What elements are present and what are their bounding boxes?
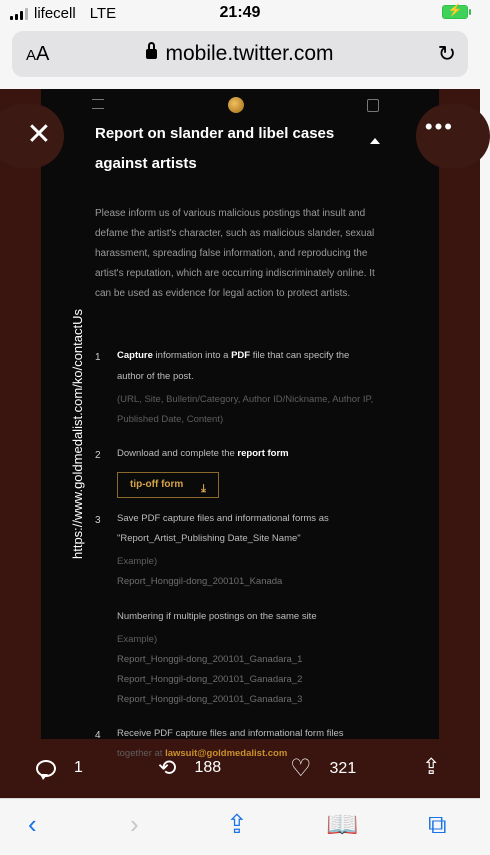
forward-icon[interactable]: › xyxy=(130,809,139,839)
reply-button[interactable] xyxy=(36,759,83,777)
collapse-caret-icon xyxy=(370,138,380,144)
step3-line2: "Report_Artist_Publishing Date_Site Name" xyxy=(117,533,301,544)
page-title: Report on slander and libel cases against artists xyxy=(95,125,335,172)
numbering-note: Numbering if multiple postings on the same site xyxy=(117,611,317,622)
step4-line2: together at lawsuit@goldmedalist.com xyxy=(117,748,288,759)
media-viewer xyxy=(0,89,480,798)
more-icon[interactable]: ••• xyxy=(424,114,454,139)
retweet-count: 188 xyxy=(194,759,222,776)
step-number: 2 xyxy=(95,450,101,461)
step-number: 1 xyxy=(95,352,101,363)
lock-icon xyxy=(146,49,157,59)
download-icon: ⤓ xyxy=(201,483,206,495)
share-button[interactable] xyxy=(422,754,440,780)
medal-logo-icon xyxy=(228,97,244,113)
tip-off-form-button[interactable]: tip-off form ⤓ xyxy=(117,472,219,498)
battery-icon: ⚡ xyxy=(442,5,468,19)
step3-line1: Save PDF capture files and informational forms as xyxy=(117,513,329,524)
step-number: 4 xyxy=(95,730,101,741)
like-button[interactable] xyxy=(290,754,356,783)
step1-note1: (URL, Site, Bulletin/Category, Author ID/Nickname, Author IP, xyxy=(117,394,374,405)
reply-icon xyxy=(36,760,56,777)
address-bar[interactable] xyxy=(12,31,468,77)
url-text: mobile.twitter.com xyxy=(165,42,334,65)
close-icon[interactable]: ✕ xyxy=(26,118,52,151)
example-4: Report_Honggil-dong_200101_Ganadara_3 xyxy=(117,694,303,705)
screenshot-image xyxy=(41,89,439,759)
menu-icon xyxy=(92,99,104,109)
step-number: 3 xyxy=(95,515,101,526)
url-display[interactable] xyxy=(12,42,468,66)
step1-line2: author of the post. xyxy=(117,371,194,382)
share-icon: ⇪ xyxy=(422,754,441,779)
side-caption: https://www.goldmedalist.com/ko/contactUs xyxy=(70,309,85,559)
carrier-name: lifecell xyxy=(34,5,76,22)
example-label: Example) xyxy=(117,556,158,567)
tweet-actions xyxy=(0,749,480,789)
text-size-button[interactable]: AA xyxy=(26,43,50,65)
network-type: LTE xyxy=(89,5,117,22)
step4-line1: Receive PDF capture files and informational form files xyxy=(117,728,344,739)
retweet-button[interactable] xyxy=(158,755,221,781)
status-bar xyxy=(0,0,480,28)
heart-icon: ♡ xyxy=(290,755,312,782)
step2-line: Download and complete the report form xyxy=(117,448,289,459)
clock: 21:49 xyxy=(219,4,261,21)
step1-line1: Capture information into a PDF file that can specify the xyxy=(117,350,350,361)
tabs-icon[interactable]: ⧉ xyxy=(428,809,447,839)
intro-text: Please inform us of various malicious postings that insult and defame the artist's character, such as malicious slander, sexual harassment, spreading false information, and reproducing the artist's reputation, which are occurring indiscriminately online. It can be used as evidence for legal action to protect artists. xyxy=(95,208,375,299)
back-icon[interactable]: ‹ xyxy=(28,809,37,839)
reload-icon[interactable]: ↻ xyxy=(437,41,456,66)
reply-count: 1 xyxy=(74,759,83,776)
browser-toolbar xyxy=(0,798,480,855)
share-sheet-icon[interactable]: ⇪ xyxy=(226,809,248,839)
example-1: Report_Honggil-dong_200101_Kanada xyxy=(117,576,283,587)
example-2: Report_Honggil-dong_200101_Ganadara_1 xyxy=(117,654,303,665)
example-3: Report_Honggil-dong_200101_Ganadara_2 xyxy=(117,674,303,685)
bookmarks-icon[interactable]: 📖 xyxy=(326,809,359,839)
example-label: Example) xyxy=(117,634,158,645)
step1-note2: Published Date, Content) xyxy=(117,414,224,425)
retweet-icon: ⟲ xyxy=(158,755,177,780)
bag-icon xyxy=(367,99,379,112)
like-count: 321 xyxy=(329,759,357,777)
